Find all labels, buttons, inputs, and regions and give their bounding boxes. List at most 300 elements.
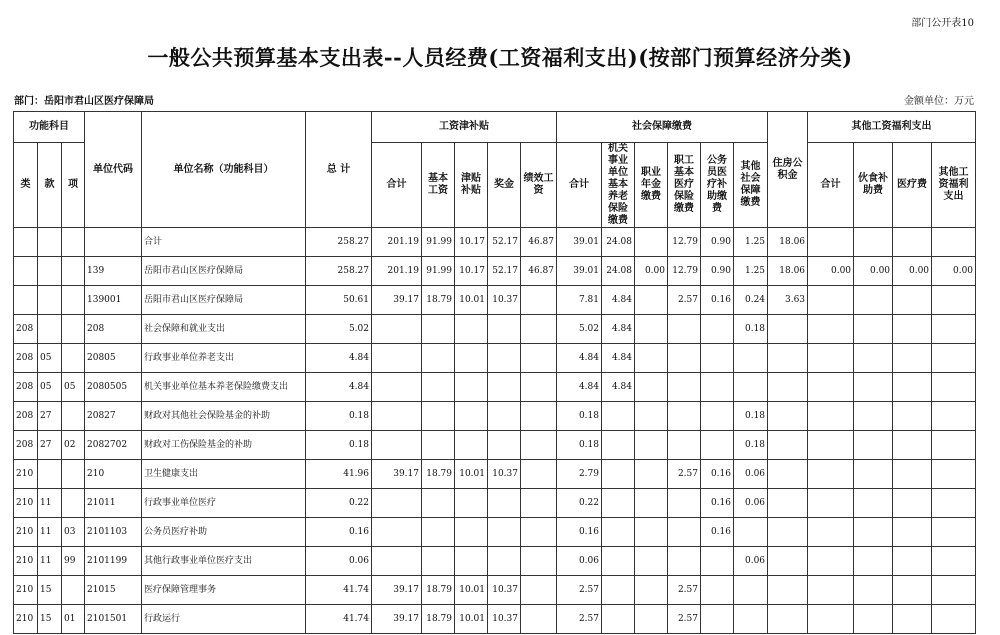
basic-wage-cell <box>422 373 455 402</box>
pension-cell <box>602 489 635 518</box>
table-row <box>14 228 976 257</box>
lei-cell: 208 <box>14 402 38 431</box>
performance-wage-cell <box>521 576 557 605</box>
meal-allowance-cell <box>854 373 893 402</box>
allowance-cell <box>455 547 488 576</box>
other-welfare-cell <box>932 344 976 373</box>
other-welfare-cell <box>932 576 976 605</box>
unit-code-cell: 21011 <box>85 489 142 518</box>
social-total-cell: 0.18 <box>557 402 602 431</box>
pension-cell: 4.84 <box>602 286 635 315</box>
unit-code-cell: 20805 <box>85 344 142 373</box>
annuity-cell <box>635 489 668 518</box>
pension-cell <box>602 460 635 489</box>
social-col-header: 合计 <box>557 143 602 228</box>
wage-col-header: 合计 <box>372 143 422 228</box>
other-total-cell <box>808 373 854 402</box>
total-cell: 258.27 <box>306 228 372 257</box>
kuan-cell: 05 <box>38 344 62 373</box>
other-social-cell <box>734 518 768 547</box>
performance-wage-cell: 46.87 <box>521 228 557 257</box>
unit-name-cell: 合计 <box>142 228 306 257</box>
wage-total-cell: 39.17 <box>372 576 422 605</box>
xiang-cell: 01 <box>62 605 85 634</box>
xiang-cell <box>62 286 85 315</box>
meal-allowance-cell: 0.00 <box>854 257 893 286</box>
kuan-cell: 15 <box>38 605 62 634</box>
unit-name-cell: 机关事业单位基本养老保险缴费支出 <box>142 373 306 402</box>
annuity-cell <box>635 576 668 605</box>
table-row <box>14 576 976 605</box>
other-social-cell: 0.24 <box>734 286 768 315</box>
kuan-cell <box>38 460 62 489</box>
other-social-cell: 0.18 <box>734 402 768 431</box>
lei-cell <box>14 228 38 257</box>
table-row <box>14 518 976 547</box>
table-row <box>14 344 976 373</box>
medical-insurance-cell: 2.57 <box>668 286 701 315</box>
medical-insurance-cell <box>668 402 701 431</box>
civil-servant-medical-cell <box>701 576 734 605</box>
pension-cell <box>602 576 635 605</box>
social-total-cell: 4.84 <box>557 344 602 373</box>
medical-fee-cell <box>893 402 932 431</box>
basic-wage-cell: 18.79 <box>422 605 455 634</box>
other-welfare-cell <box>932 373 976 402</box>
medical-fee-cell <box>893 344 932 373</box>
kuan-cell: 11 <box>38 518 62 547</box>
other-total-cell <box>808 576 854 605</box>
total-cell: 0.22 <box>306 489 372 518</box>
annuity-cell <box>635 518 668 547</box>
performance-wage-cell <box>521 315 557 344</box>
wage-total-cell <box>372 431 422 460</box>
civil-servant-medical-cell: 0.16 <box>701 460 734 489</box>
annuity-cell <box>635 228 668 257</box>
social-total-cell: 39.01 <box>557 228 602 257</box>
allowance-cell <box>455 315 488 344</box>
other-total-cell <box>808 228 854 257</box>
lei-cell: 210 <box>14 547 38 576</box>
wage-col-header: 津贴补贴 <box>455 143 488 228</box>
performance-wage-cell <box>521 373 557 402</box>
meal-allowance-cell <box>854 315 893 344</box>
basic-wage-cell <box>422 315 455 344</box>
housing-fund-cell <box>768 547 808 576</box>
bonus-cell: 52.17 <box>488 257 521 286</box>
unit-code-cell: 2101103 <box>85 518 142 547</box>
kuan-cell: 15 <box>38 576 62 605</box>
lei-cell <box>14 257 38 286</box>
unit-code-cell: 2101199 <box>85 547 142 576</box>
table-row <box>14 286 976 315</box>
annuity-cell <box>635 315 668 344</box>
kuan-cell <box>38 315 62 344</box>
total-cell: 5.02 <box>306 315 372 344</box>
civil-servant-medical-cell: 0.16 <box>701 286 734 315</box>
xiang-cell <box>62 489 85 518</box>
housing-fund-cell <box>768 460 808 489</box>
basic-wage-cell: 91.99 <box>422 257 455 286</box>
annuity-cell <box>635 402 668 431</box>
housing-fund-cell: 3.63 <box>768 286 808 315</box>
other-welfare-cell <box>932 605 976 634</box>
table-row <box>14 373 976 402</box>
lei-cell: 210 <box>14 489 38 518</box>
annuity-cell <box>635 605 668 634</box>
total-cell: 41.74 <box>306 605 372 634</box>
table-row <box>14 257 976 286</box>
other-total-cell <box>808 460 854 489</box>
pension-cell: 24.08 <box>602 228 635 257</box>
medical-insurance-cell: 12.79 <box>668 257 701 286</box>
total-cell: 50.61 <box>306 286 372 315</box>
wage-total-cell: 201.19 <box>372 228 422 257</box>
unit-code-cell: 2082702 <box>85 431 142 460</box>
medical-insurance-cell <box>668 344 701 373</box>
bonus-cell <box>488 315 521 344</box>
pension-cell <box>602 431 635 460</box>
social-col-header: 机关事业单位基本养老保险缴费 <box>602 143 635 228</box>
wage-total-cell <box>372 547 422 576</box>
civil-servant-medical-cell <box>701 373 734 402</box>
housing-fund-cell <box>768 373 808 402</box>
total-cell: 4.84 <box>306 344 372 373</box>
annuity-cell <box>635 547 668 576</box>
lei-cell: 210 <box>14 518 38 547</box>
pension-cell <box>602 402 635 431</box>
bonus-cell <box>488 489 521 518</box>
wage-total-cell: 201.19 <box>372 257 422 286</box>
basic-wage-cell <box>422 344 455 373</box>
social-total-cell: 0.06 <box>557 547 602 576</box>
medical-insurance-cell: 2.57 <box>668 460 701 489</box>
unit-code-cell: 139 <box>85 257 142 286</box>
other-social-cell <box>734 605 768 634</box>
lei-cell: 208 <box>14 373 38 402</box>
meal-allowance-cell <box>854 547 893 576</box>
basic-wage-cell: 18.79 <box>422 460 455 489</box>
annuity-cell <box>635 344 668 373</box>
performance-wage-cell <box>521 605 557 634</box>
other-col-header: 医疗费 <box>893 143 932 228</box>
medical-fee-cell <box>893 315 932 344</box>
department-label: 部门：岳阳市君山区医疗保障局 <box>14 96 154 107</box>
unit-code-cell: 21015 <box>85 576 142 605</box>
civil-servant-medical-cell <box>701 344 734 373</box>
budget-table <box>13 111 976 634</box>
other-total-cell <box>808 315 854 344</box>
table-row <box>14 605 976 634</box>
medical-insurance-cell <box>668 315 701 344</box>
allowance-cell <box>455 402 488 431</box>
xiang-cell <box>62 257 85 286</box>
allowance-cell <box>455 344 488 373</box>
performance-wage-cell <box>521 460 557 489</box>
unit-name-cell: 行政事业单位医疗 <box>142 489 306 518</box>
medical-fee-cell <box>893 460 932 489</box>
meal-allowance-cell <box>854 431 893 460</box>
social-col-header: 职业年金缴费 <box>635 143 668 228</box>
unit-code-cell: 2101501 <box>85 605 142 634</box>
pension-cell: 4.84 <box>602 373 635 402</box>
meal-allowance-cell <box>854 489 893 518</box>
other-welfare-cell <box>932 286 976 315</box>
performance-wage-cell <box>521 489 557 518</box>
wage-total-cell <box>372 518 422 547</box>
total-cell: 258.27 <box>306 257 372 286</box>
pension-cell <box>602 605 635 634</box>
medical-fee-cell <box>893 547 932 576</box>
xiang-cell <box>62 460 85 489</box>
meal-allowance-cell <box>854 518 893 547</box>
lei-cell: 208 <box>14 344 38 373</box>
social-col-header: 其他社会保障缴费 <box>734 143 768 228</box>
lei-cell: 210 <box>14 460 38 489</box>
allowance-cell <box>455 431 488 460</box>
civil-servant-medical-cell: 0.90 <box>701 257 734 286</box>
xiang-cell <box>62 344 85 373</box>
social-total-cell: 2.57 <box>557 576 602 605</box>
meal-allowance-cell <box>854 286 893 315</box>
lei-cell: 210 <box>14 605 38 634</box>
civil-servant-medical-cell <box>701 605 734 634</box>
allowance-cell: 10.17 <box>455 257 488 286</box>
housing-fund-cell <box>768 402 808 431</box>
kuan-cell: 11 <box>38 489 62 518</box>
other-welfare-cell: 0.00 <box>932 257 976 286</box>
civil-servant-medical-cell: 0.16 <box>701 518 734 547</box>
unit-name-cell: 财政对工伤保险基金的补助 <box>142 431 306 460</box>
unit-code-cell <box>85 228 142 257</box>
housing-fund-cell <box>768 605 808 634</box>
other-total-cell <box>808 344 854 373</box>
annuity-cell <box>635 373 668 402</box>
total-cell: 41.96 <box>306 460 372 489</box>
amount-unit-label: 金额单位：万元 <box>904 96 974 107</box>
social-col-header: 公务员医疗补助缴费 <box>701 143 734 228</box>
civil-servant-medical-cell <box>701 547 734 576</box>
pension-cell: 24.08 <box>602 257 635 286</box>
medical-insurance-cell <box>668 489 701 518</box>
basic-wage-cell: 18.79 <box>422 576 455 605</box>
allowance-cell: 10.01 <box>455 286 488 315</box>
lei-cell <box>14 286 38 315</box>
page-title: 一般公共预算基本支出表--人员经费(工资福利支出)(按部门预算经济分类) <box>147 45 853 70</box>
xiang-cell: 02 <box>62 431 85 460</box>
medical-insurance-cell <box>668 431 701 460</box>
housing-fund-header: 住房公积金 <box>768 112 808 228</box>
unit-name-cell: 岳阳市君山区医疗保障局 <box>142 286 306 315</box>
bonus-cell <box>488 431 521 460</box>
other-group-header: 其他工资福利支出 <box>808 112 976 143</box>
kuan-cell: 27 <box>38 402 62 431</box>
lei-cell: 208 <box>14 315 38 344</box>
medical-fee-cell <box>893 228 932 257</box>
bonus-cell: 10.37 <box>488 576 521 605</box>
unit-name-cell: 岳阳市君山区医疗保障局 <box>142 257 306 286</box>
other-col-header: 其他工资福利支出 <box>932 143 976 228</box>
performance-wage-cell <box>521 402 557 431</box>
other-welfare-cell <box>932 547 976 576</box>
social-col-header: 职工基本医疗保险缴费 <box>668 143 701 228</box>
civil-servant-medical-cell <box>701 431 734 460</box>
table-row <box>14 402 976 431</box>
total-header: 总 计 <box>306 112 372 228</box>
annuity-cell <box>635 286 668 315</box>
medical-insurance-cell <box>668 518 701 547</box>
kuan-cell <box>38 228 62 257</box>
housing-fund-cell <box>768 315 808 344</box>
table-row <box>14 315 976 344</box>
other-total-cell <box>808 286 854 315</box>
medical-insurance-cell <box>668 547 701 576</box>
wage-col-header: 基本工资 <box>422 143 455 228</box>
total-cell: 41.74 <box>306 576 372 605</box>
basic-wage-cell: 91.99 <box>422 228 455 257</box>
other-total-cell <box>808 431 854 460</box>
housing-fund-cell <box>768 431 808 460</box>
allowance-cell <box>455 373 488 402</box>
annuity-cell <box>635 431 668 460</box>
other-social-cell: 1.25 <box>734 228 768 257</box>
allowance-cell <box>455 489 488 518</box>
other-total-cell <box>808 605 854 634</box>
housing-fund-cell: 18.06 <box>768 228 808 257</box>
civil-servant-medical-cell <box>701 402 734 431</box>
other-welfare-cell <box>932 489 976 518</box>
xiang-cell <box>62 576 85 605</box>
social-total-cell: 2.57 <box>557 605 602 634</box>
other-total-cell <box>808 489 854 518</box>
other-social-cell: 0.06 <box>734 489 768 518</box>
bonus-cell <box>488 402 521 431</box>
unit-code-cell: 139001 <box>85 286 142 315</box>
other-total-cell <box>808 547 854 576</box>
performance-wage-cell <box>521 431 557 460</box>
table-row <box>14 489 976 518</box>
unit-code-cell: 20827 <box>85 402 142 431</box>
social-total-cell: 5.02 <box>557 315 602 344</box>
pension-cell: 4.84 <box>602 315 635 344</box>
other-social-cell: 0.06 <box>734 547 768 576</box>
basic-wage-cell <box>422 402 455 431</box>
table-body <box>14 228 976 634</box>
xiang-cell <box>62 228 85 257</box>
meal-allowance-cell <box>854 402 893 431</box>
bonus-cell: 52.17 <box>488 228 521 257</box>
bonus-cell <box>488 344 521 373</box>
other-social-cell: 1.25 <box>734 257 768 286</box>
wage-total-cell: 39.17 <box>372 460 422 489</box>
other-welfare-cell <box>932 315 976 344</box>
social-group-header: 社会保障缴费 <box>557 112 768 143</box>
medical-insurance-cell: 2.57 <box>668 576 701 605</box>
unit-name-header: 单位名称（功能科目） <box>142 112 306 228</box>
bonus-cell: 10.37 <box>488 460 521 489</box>
total-cell: 0.06 <box>306 547 372 576</box>
unit-name-cell: 社会保障和就业支出 <box>142 315 306 344</box>
lei-header: 类 <box>14 143 38 228</box>
xiang-cell: 03 <box>62 518 85 547</box>
social-total-cell: 7.81 <box>557 286 602 315</box>
social-total-cell: 0.22 <box>557 489 602 518</box>
social-total-cell: 0.16 <box>557 518 602 547</box>
performance-wage-cell <box>521 286 557 315</box>
other-welfare-cell <box>932 518 976 547</box>
medical-fee-cell <box>893 373 932 402</box>
civil-servant-medical-cell: 0.90 <box>701 228 734 257</box>
unit-code-header: 单位代码 <box>85 112 142 228</box>
medical-fee-cell <box>893 489 932 518</box>
performance-wage-cell <box>521 518 557 547</box>
form-number: 部门公开表10 <box>911 18 974 29</box>
housing-fund-cell <box>768 344 808 373</box>
lei-cell: 208 <box>14 431 38 460</box>
unit-name-cell: 财政对其他社会保险基金的补助 <box>142 402 306 431</box>
other-social-cell <box>734 373 768 402</box>
total-cell: 0.18 <box>306 431 372 460</box>
social-total-cell: 4.84 <box>557 373 602 402</box>
lei-cell: 210 <box>14 576 38 605</box>
other-social-cell: 0.18 <box>734 431 768 460</box>
annuity-cell: 0.00 <box>635 257 668 286</box>
table-row <box>14 547 976 576</box>
bonus-cell <box>488 373 521 402</box>
medical-insurance-cell <box>668 373 701 402</box>
table-row <box>14 431 976 460</box>
medical-fee-cell <box>893 605 932 634</box>
total-cell: 4.84 <box>306 373 372 402</box>
wage-total-cell <box>372 315 422 344</box>
other-total-cell: 0.00 <box>808 257 854 286</box>
allowance-cell: 10.01 <box>455 576 488 605</box>
pension-cell: 4.84 <box>602 344 635 373</box>
wage-total-cell: 39.17 <box>372 286 422 315</box>
housing-fund-cell <box>768 576 808 605</box>
other-social-cell <box>734 576 768 605</box>
wage-total-cell <box>372 373 422 402</box>
wage-col-header: 绩效工资 <box>521 143 557 228</box>
unit-name-cell: 医疗保障管理事务 <box>142 576 306 605</box>
medical-fee-cell <box>893 576 932 605</box>
civil-servant-medical-cell <box>701 315 734 344</box>
medical-fee-cell <box>893 286 932 315</box>
wage-total-cell <box>372 344 422 373</box>
other-social-cell: 0.06 <box>734 460 768 489</box>
table-row <box>14 460 976 489</box>
medical-insurance-cell: 2.57 <box>668 605 701 634</box>
kuan-cell <box>38 257 62 286</box>
other-total-cell <box>808 518 854 547</box>
unit-name-cell: 行政事业单位养老支出 <box>142 344 306 373</box>
kuan-cell: 27 <box>38 431 62 460</box>
kuan-cell: 05 <box>38 373 62 402</box>
social-total-cell: 0.18 <box>557 431 602 460</box>
allowance-cell: 10.01 <box>455 605 488 634</box>
other-total-cell <box>808 402 854 431</box>
other-social-cell: 0.18 <box>734 315 768 344</box>
performance-wage-cell <box>521 547 557 576</box>
annuity-cell <box>635 460 668 489</box>
housing-fund-cell <box>768 489 808 518</box>
allowance-cell <box>455 518 488 547</box>
total-cell: 0.18 <box>306 402 372 431</box>
bonus-cell <box>488 547 521 576</box>
unit-name-cell: 公务员医疗补助 <box>142 518 306 547</box>
medical-fee-cell: 0.00 <box>893 257 932 286</box>
other-col-header: 伙食补助费 <box>854 143 893 228</box>
